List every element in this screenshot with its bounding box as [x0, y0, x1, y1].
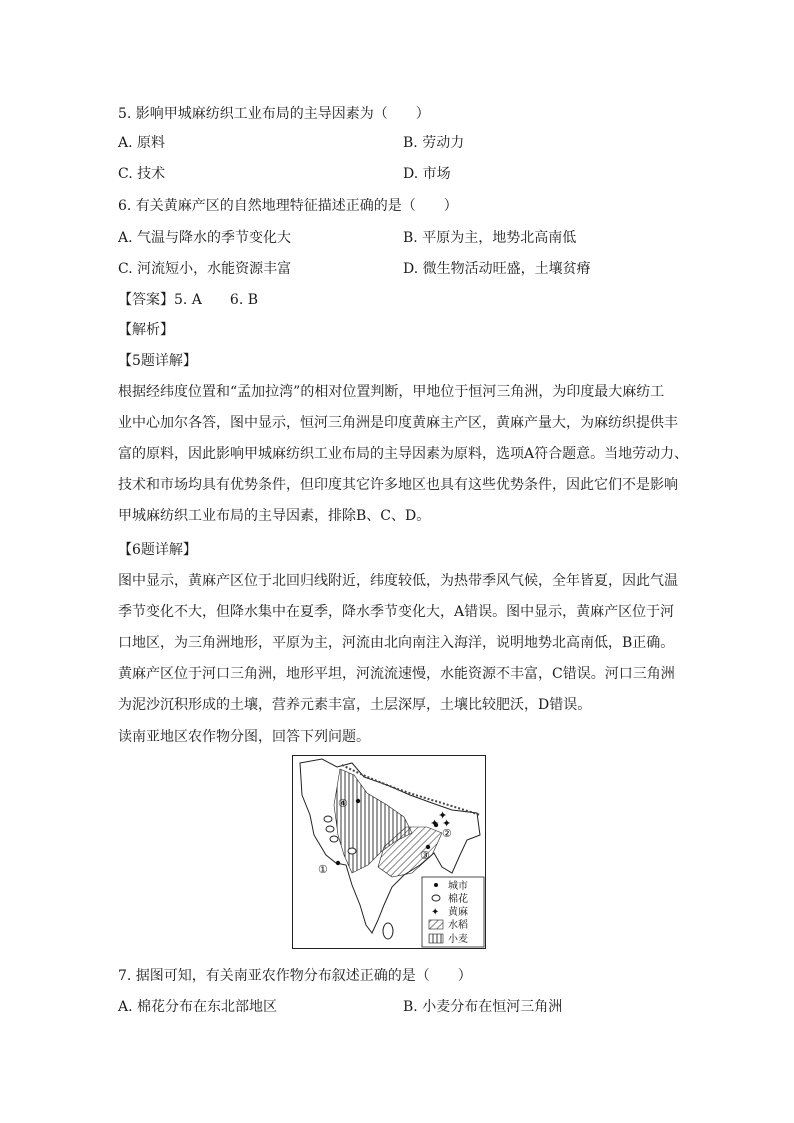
- marker-4: ④: [338, 797, 348, 810]
- q5-stem: 5. 影响甲城麻纺织工业布局的主导因素为（ ）: [118, 106, 430, 122]
- q6-option-a: A. 气温与降水的季节变化大: [118, 230, 292, 246]
- detail-6-line: 口地区，为三角洲地形，平原为主，河流由北向南注入海洋，说明地势北高南低，B正确。: [118, 635, 675, 651]
- map-intro: 读南亚地区农作物分图，回答下列问题。: [118, 729, 370, 745]
- marker-2: ②: [442, 827, 452, 840]
- legend-wheat-label: 小麦: [448, 934, 468, 945]
- answer: 【答案】5. A 6. B: [118, 292, 259, 308]
- detail-5-line: 根据经纬度位置和“孟加拉湾”的相对位置判断，甲地位于恒河三角洲，为印度最大麻纺工: [118, 384, 665, 400]
- detail-5-line: 富的原料，因此影响甲城麻纺织工业布局的主导因素为原料，选项A符合题意。当地劳动力、: [118, 446, 689, 462]
- q6-option-c: C. 河流短小，水能资源丰富: [118, 261, 292, 277]
- jute-symbol: ✦: [430, 817, 440, 830]
- legend-wheat-icon: [429, 934, 443, 943]
- q7-option-a: A. 棉花分布在东北部地区: [118, 999, 278, 1015]
- cotton-symbol: [326, 826, 334, 832]
- city-dot: [336, 861, 340, 865]
- marker-1: ①: [318, 863, 328, 876]
- detail-5-text: [118, 377, 689, 532]
- cotton-symbol: [324, 816, 332, 822]
- detail-6-line: 为泥沙沉积形成的土壤，营养元素丰富，土层深厚，土壤比较肥沃，D错误。: [118, 697, 592, 713]
- analysis-label: 【解析】: [118, 322, 174, 338]
- detail-6-heading: 【6题详解】: [118, 542, 197, 558]
- jute-symbol: ✦: [442, 817, 452, 830]
- detail-6-line: 黄麻产区位于河口三角洲，地形平坦，河流流速慢，水能资源不丰富，C错误。河口三角洲: [118, 666, 675, 682]
- q5-option-d: D. 市场: [403, 166, 451, 182]
- q7-option-b: B. 小麦分布在恒河三角洲: [403, 999, 563, 1015]
- detail-6-line: 季节变化不大，但降水集中在夏季，降水季节变化大，A错误。图中显示，黄麻产区位于河: [118, 604, 675, 620]
- south-asia-crop-map: [292, 755, 486, 949]
- legend-rice-label: 水稻: [448, 920, 468, 931]
- cotton-symbol: [348, 848, 356, 854]
- marker-3: ③: [420, 849, 430, 862]
- q5-option-b: B. 劳动力: [403, 135, 465, 151]
- legend-cotton-icon: [432, 895, 440, 901]
- cotton-symbol: [330, 836, 338, 842]
- legend-cotton-label: 棉花: [448, 894, 468, 905]
- legend-rice-icon: [429, 920, 443, 929]
- q6-stem: 6. 有关黄麻产区的自然地理特征描述正确的是（ ）: [118, 198, 458, 214]
- detail-5-line: 甲城麻纺织工业布局的主导因素，排除B、C、D。: [118, 508, 431, 524]
- q6-option-b: B. 平原为主，地势北高南低: [403, 230, 577, 246]
- legend-city-label: 城市: [448, 881, 468, 892]
- legend-jute-label: 黄麻: [448, 907, 468, 918]
- jute-symbol: ✦: [438, 809, 448, 822]
- detail-6-text: [118, 566, 678, 721]
- legend-city-icon: [434, 883, 438, 887]
- detail-5-heading: 【5题详解】: [118, 353, 197, 369]
- city-dot: [356, 799, 360, 803]
- detail-6-line: 图中显示，黄麻产区位于北回归线附近，纬度较低，为热带季风气候，全年皆夏，因此气温: [118, 573, 678, 589]
- q7-stem: 7. 据图可知，有关南亚农作物分布叙述正确的是（ ）: [118, 968, 472, 984]
- q5-option-a: A. 原料: [118, 135, 166, 151]
- q5-option-c: C. 技术: [118, 166, 166, 182]
- q6-option-d: D. 微生物活动旺盛，土壤贫瘠: [403, 261, 591, 277]
- detail-5-line: 业中心加尔各答，图中显示，恒河三角洲是印度黄麻主产区，黄麻产量大，为麻纺织提供丰: [118, 415, 678, 431]
- detail-5-line: 技术和市场均具有优势条件，但印度其它许多地区也具有这些优势条件，因此它们不是影响: [118, 477, 678, 493]
- legend-jute-icon: ✦: [431, 907, 440, 918]
